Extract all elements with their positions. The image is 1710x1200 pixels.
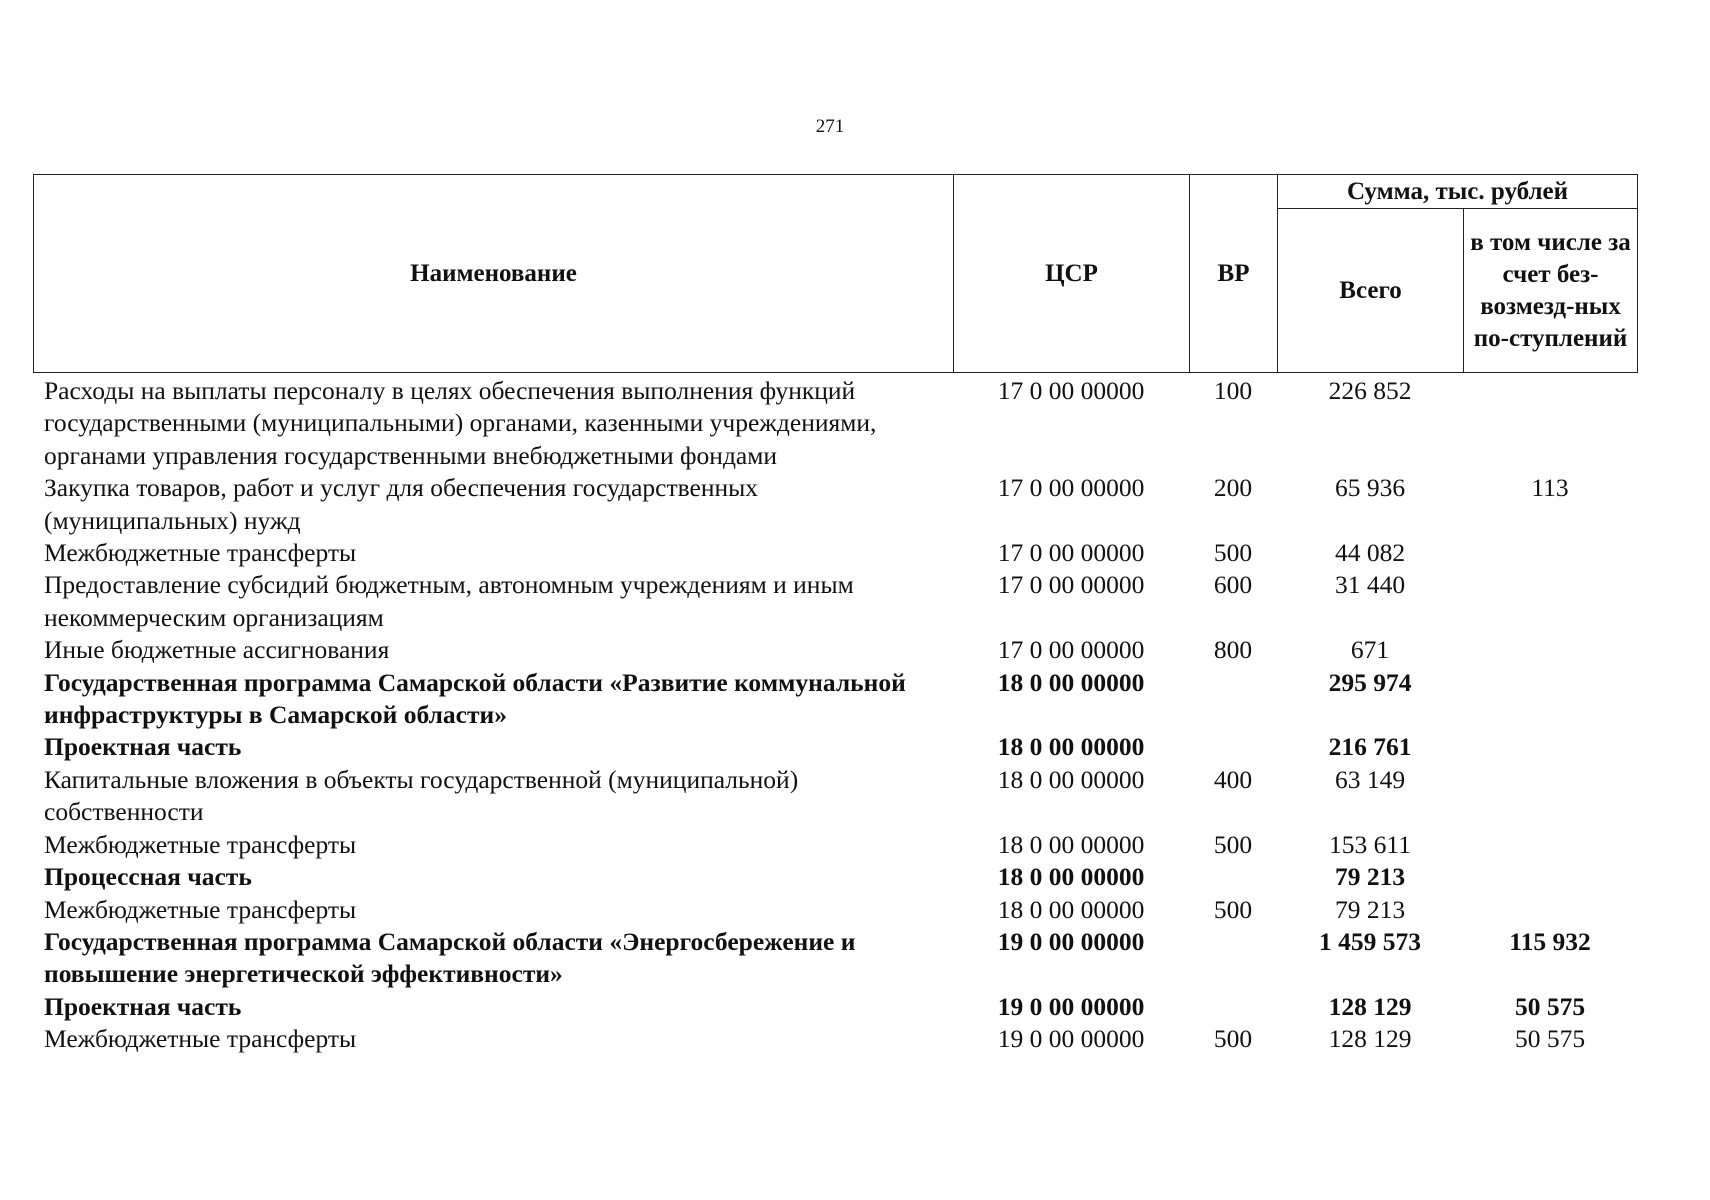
cell-name: Межбюджетные трансферты <box>44 538 357 568</box>
table-row <box>33 894 1637 926</box>
page-number: 271 <box>815 116 845 137</box>
table-header <box>33 174 1638 373</box>
table-row <box>33 569 1637 634</box>
table-row <box>33 991 1637 1023</box>
table-row <box>33 926 1637 991</box>
cell-csr: 18 0 00 00000 <box>997 894 1145 924</box>
cell-gratis <box>1463 373 1637 472</box>
cell-csr: 18 0 00 00000 <box>997 667 1145 697</box>
cell-csr: 19 0 00 00000 <box>997 1024 1145 1054</box>
table-row <box>33 764 1637 829</box>
header-name: Наименование <box>34 175 954 373</box>
cell-name: Государственная программа Самарской области «Развитие коммунальной инфраструктуры в Самарской области» <box>44 667 906 730</box>
cell-gratis <box>1463 861 1637 893</box>
cell-csr: 19 0 00 00000 <box>997 926 1145 956</box>
header-csr: ЦСР <box>954 175 1190 373</box>
table-row <box>33 731 1637 763</box>
cell-csr: 17 0 00 00000 <box>997 570 1145 600</box>
cell-csr: 17 0 00 00000 <box>997 473 1145 503</box>
cell-csr: 18 0 00 00000 <box>997 829 1145 859</box>
budget-table <box>33 174 1637 1056</box>
cell-total: 79 213 <box>1334 862 1406 892</box>
cell-total: 44 082 <box>1334 538 1406 568</box>
cell-gratis <box>1463 764 1637 829</box>
cell-vr: 600 <box>1213 570 1253 600</box>
table-row <box>33 634 1637 666</box>
cell-total: 79 213 <box>1334 894 1406 924</box>
cell-vr: 500 <box>1213 894 1253 924</box>
cell-name: Государственная программа Самарской области «Энергосбережение и повышение энергетической эффективности» <box>44 926 856 989</box>
cell-vr <box>1189 861 1277 893</box>
cell-total: 128 129 <box>1328 1024 1412 1054</box>
cell-total: 128 129 <box>1328 991 1412 1021</box>
cell-name: Закупка товаров, работ и услуг для обеспечения государственных (муниципальных) нужд <box>44 473 759 535</box>
cell-name: Капитальные вложения в объекты государственной (муниципальной) собственности <box>44 764 799 827</box>
table-row <box>33 861 1637 893</box>
table-body <box>33 373 1637 1056</box>
cell-total: 226 852 <box>1328 376 1412 405</box>
cell-vr: 800 <box>1213 635 1253 665</box>
table-row <box>33 1023 1637 1055</box>
cell-gratis <box>1463 537 1637 569</box>
cell-csr: 17 0 00 00000 <box>997 538 1145 568</box>
cell-vr <box>1189 991 1277 1023</box>
cell-name: Процессная часть <box>44 862 252 892</box>
table-row <box>33 537 1637 569</box>
cell-total: 31 440 <box>1334 570 1406 600</box>
cell-vr: 500 <box>1213 538 1253 568</box>
cell-csr: 18 0 00 00000 <box>997 862 1145 892</box>
cell-name: Иные бюджетные ассигнования <box>44 635 390 665</box>
cell-name: Проектная часть <box>44 732 242 762</box>
cell-csr: 17 0 00 00000 <box>997 376 1145 405</box>
cell-gratis: 50 575 <box>1514 1024 1586 1054</box>
cell-csr: 19 0 00 00000 <box>997 991 1145 1021</box>
cell-gratis <box>1463 894 1637 926</box>
cell-gratis: 115 932 <box>1509 926 1591 956</box>
header-gratis: в том числе за счет без-возмезд-ных по-ступлений <box>1464 209 1638 373</box>
cell-total: 65 936 <box>1334 473 1406 503</box>
table-row <box>33 829 1637 861</box>
cell-vr: 400 <box>1213 764 1253 794</box>
cell-vr <box>1189 731 1277 763</box>
cell-total: 153 611 <box>1329 829 1411 859</box>
cell-total: 1 459 573 <box>1319 926 1421 956</box>
cell-name: Проектная часть <box>44 991 242 1021</box>
table-row <box>33 667 1637 732</box>
cell-vr <box>1189 667 1277 732</box>
cell-gratis <box>1463 569 1637 634</box>
cell-name: Расходы на выплаты персоналу в целях обеспечения выполнения функций государственными (муниципальными) органами, казенными учреждениями, органами управления государственными внебюджетными фондами <box>44 376 877 470</box>
cell-vr: 200 <box>1213 473 1253 503</box>
cell-csr: 18 0 00 00000 <box>997 764 1145 794</box>
header-sum-group: Сумма, тыс. рублей <box>1278 175 1638 209</box>
cell-gratis: 50 575 <box>1514 991 1586 1021</box>
cell-csr: 17 0 00 00000 <box>997 635 1145 665</box>
cell-name: Межбюджетные трансферты <box>44 1024 357 1054</box>
cell-gratis <box>1463 731 1637 763</box>
cell-gratis <box>1463 634 1637 666</box>
cell-name: Предоставление субсидий бюджетным, автономным учреждениям и иным некоммерческим организациям <box>44 570 854 632</box>
cell-vr: 500 <box>1213 829 1253 859</box>
cell-gratis <box>1463 829 1637 861</box>
cell-total: 671 <box>1350 635 1390 665</box>
table-row <box>33 472 1637 537</box>
cell-total: 295 974 <box>1328 667 1412 697</box>
cell-name: Межбюджетные трансферты <box>44 894 357 924</box>
cell-gratis <box>1463 667 1637 732</box>
cell-total: 63 149 <box>1334 764 1406 794</box>
header-total: Всего <box>1278 209 1464 373</box>
cell-csr: 18 0 00 00000 <box>997 732 1145 762</box>
header-vr: ВР <box>1190 175 1278 373</box>
cell-vr <box>1189 926 1277 991</box>
table-row <box>33 373 1637 472</box>
cell-total: 216 761 <box>1328 732 1412 762</box>
cell-gratis: 113 <box>1531 473 1569 503</box>
cell-name: Межбюджетные трансферты <box>44 829 357 859</box>
cell-vr: 100 <box>1213 376 1253 405</box>
cell-vr: 500 <box>1213 1024 1253 1054</box>
